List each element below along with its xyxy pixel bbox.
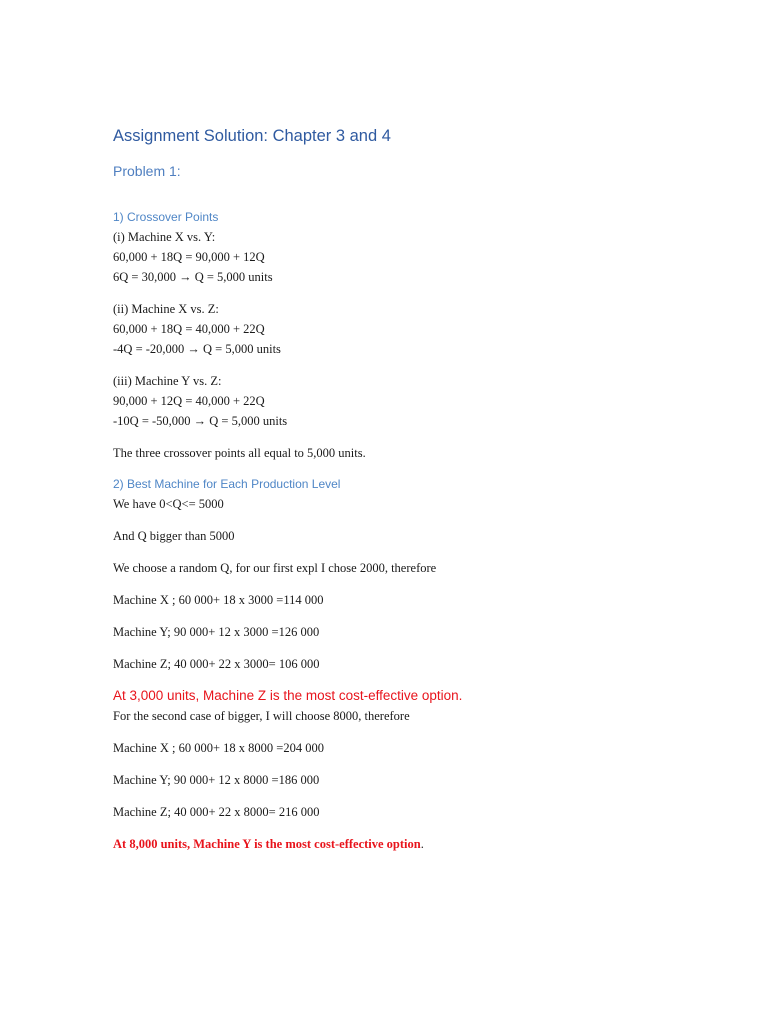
text-line: We have 0<Q<= 5000: [113, 497, 224, 511]
calculation-line: Machine X ; 60 000+ 18 x 8000 =204 000: [113, 741, 324, 755]
text-line: And Q bigger than 5000: [113, 529, 235, 543]
calculation-line: Machine Z; 40 000+ 22 x 8000= 216 000: [113, 805, 320, 819]
equation-line: 60,000 + 18Q = 90,000 + 12Q: [113, 250, 265, 264]
text-line: (ii) Machine X vs. Z:: [113, 302, 219, 316]
equation-line: 6Q = 30,000 → Q = 5,000 units: [113, 270, 273, 284]
equation-line: 60,000 + 18Q = 40,000 + 22Q: [113, 322, 265, 336]
calculation-line: Machine Y; 90 000+ 12 x 8000 =186 000: [113, 773, 320, 787]
equation-line: -10Q = -50,000 → Q = 5,000 units: [113, 414, 288, 428]
conclusion-highlight: At 3,000 units, Machine Z is the most cost-effective option.: [113, 688, 463, 703]
text-line: We choose a random Q, for our first expl I chose 2000, therefore: [113, 561, 437, 575]
problem-heading: Problem 1:: [113, 163, 181, 179]
conclusion-highlight: [113, 834, 768, 854]
text-line: For the second case of bigger, I will choose 8000, therefore: [113, 709, 410, 723]
text-line: (iii) Machine Y vs. Z:: [113, 374, 222, 388]
text-line: (i) Machine X vs. Y:: [113, 230, 216, 244]
summary-line: The three crossover points all equal to 5,000 units.: [113, 446, 366, 460]
equation-line: 90,000 + 12Q = 40,000 + 22Q: [113, 394, 265, 408]
calculation-line: Machine Y; 90 000+ 12 x 3000 =126 000: [113, 625, 320, 639]
section-heading-crossover: 1) Crossover Points: [113, 210, 219, 224]
conclusion-text: At 8,000 units, Machine Y is the most cost-effective option: [113, 837, 421, 851]
equation-line: -4Q = -20,000 → Q = 5,000 units: [113, 342, 281, 356]
section-heading-best-machine: 2) Best Machine for Each Production Level: [113, 477, 341, 491]
document-title: Assignment Solution: Chapter 3 and 4: [113, 127, 391, 145]
calculation-line: Machine Z; 40 000+ 22 x 3000= 106 000: [113, 657, 320, 671]
calculation-line: Machine X ; 60 000+ 18 x 3000 =114 000: [113, 593, 324, 607]
conclusion-period: .: [420, 837, 424, 851]
